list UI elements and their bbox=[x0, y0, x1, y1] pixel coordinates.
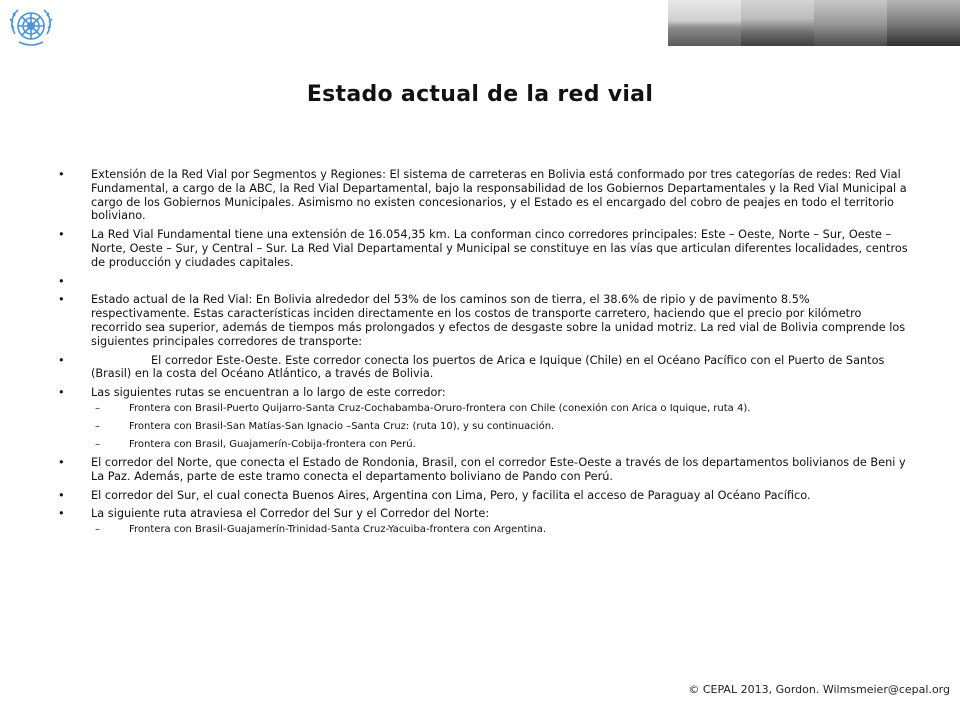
bullet-text: Extensión de la Red Vial por Segmentos y Regiones: El sistema de carreteras en Bolivia está conformado por tres categorías de redes: Red Vial Fundamental, a cargo de la ABC, la Red Vial Departamental, bajo la responsabilidad de los Gobiernos Departamentales y la Red Vial Municipal a cargo de los Gobiernos Municipales. Asimismo no existen concesionarios, y el Estado es el encargado del cobro de peajes en todo el territorio boliviano. bbox=[91, 168, 907, 223]
bullet-text: El corredor Este-Oeste. Este corredor conecta los puertos de Arica e Iquique (Chile) en el Océano Pacífico con el Puerto de Santos (Brasil) en la costa del Océano Atlántico, a través de Bolivia. bbox=[91, 353, 885, 381]
bullet-item bbox=[58, 507, 908, 536]
bullet-text: El corredor del Norte, que conecta el Estado de Rondonia, Brasil, con el corredor Este-Oeste a través de los departamentos bolivianos de Beni y La Paz. Además, parte de este tramo conecta el departamento boliviano de Pando con Perú. bbox=[91, 455, 906, 483]
bullet-icon: • bbox=[58, 293, 65, 307]
sub-item-text: Frontera con Brasil-San Matías-San Ignacio –Santa Cruz: (ruta 10), y su continuación. bbox=[129, 420, 555, 432]
port-photo-banner bbox=[668, 0, 960, 46]
sub-list-este-oeste bbox=[91, 402, 908, 451]
slide-content bbox=[58, 168, 908, 541]
sub-item-text: Frontera con Brasil-Puerto Quijarro-Santa Cruz-Cochabamba-Oruro-frontera con Chile (conexión con Arica o Iquique, ruta 4). bbox=[129, 402, 751, 414]
sub-item bbox=[85, 523, 908, 536]
dash-icon: – bbox=[95, 420, 100, 432]
bullet-item bbox=[58, 293, 908, 348]
bullet-icon: • bbox=[58, 386, 65, 400]
bullet-icon: • bbox=[58, 507, 65, 521]
bullet-text: El corredor del Sur, el cual conecta Buenos Aires, Argentina con Lima, Pero, y facilita el acceso de Paraguay al Océano Pacífico. bbox=[91, 488, 811, 502]
bullet-text: La Red Vial Fundamental tiene una extensión de 16.054,35 km. La conforman cinco corredores principales: Este – Oeste, Norte – Sur, Oeste – Norte, Oeste – Sur, y Central – Sur. La Red Vial Departamental y Municipal se constituye en las vías que articulan diferentes localidades, centros de producción y ciudades capitales. bbox=[91, 228, 908, 269]
bullet-icon: • bbox=[58, 353, 65, 367]
bullet-item bbox=[58, 489, 908, 503]
sub-item-text: Frontera con Brasil, Guajamerín-Cobija-frontera con Perú. bbox=[129, 438, 416, 450]
footer-credit: © CEPAL 2013, Gordon. Wilmsmeier@cepal.org bbox=[688, 683, 950, 696]
sub-list-sur-norte bbox=[91, 523, 908, 536]
dash-icon: – bbox=[95, 402, 100, 414]
banner-photo-2 bbox=[741, 0, 814, 46]
un-emblem-icon bbox=[6, 4, 56, 50]
bullet-text: Las siguientes rutas se encuentran a lo largo de este corredor: bbox=[91, 386, 446, 400]
slide-title: Estado actual de la red vial bbox=[306, 82, 654, 107]
sub-item bbox=[85, 420, 908, 433]
bullet-icon: • bbox=[58, 274, 65, 288]
bullet-icon: • bbox=[58, 455, 65, 469]
bullet-item bbox=[58, 386, 908, 451]
bullet-list bbox=[58, 168, 908, 536]
sub-item-text: Frontera con Brasil-Guajamerín-Trinidad-Santa Cruz-Yacuiba-frontera con Argentina. bbox=[129, 524, 546, 536]
sub-item bbox=[85, 402, 908, 415]
dash-icon: – bbox=[95, 438, 100, 450]
bullet-text: La siguiente ruta atraviesa el Corredor del Sur y el Corredor del Norte: bbox=[91, 507, 490, 521]
bullet-item bbox=[58, 456, 908, 484]
bullet-item bbox=[58, 354, 908, 382]
bullet-icon: • bbox=[58, 488, 65, 502]
bullet-item-empty bbox=[58, 275, 908, 289]
bullet-icon: • bbox=[58, 228, 65, 242]
banner-photo-4 bbox=[887, 0, 960, 46]
dash-icon: – bbox=[95, 524, 100, 536]
sub-item bbox=[85, 438, 908, 451]
banner-photo-1 bbox=[668, 0, 741, 46]
bullet-item bbox=[58, 168, 908, 223]
banner-photo-3 bbox=[814, 0, 887, 46]
bullet-icon: • bbox=[58, 168, 65, 181]
bullet-text: Estado actual de la Red Vial: En Bolivia alrededor del 53% de los caminos son de tierra, el 38.6% de ripio y de pavimento 8.5% respectivamente. Estas características inciden directamente en los costos de transporte carretero, haciendo que el precio por kilómetro recorrido sea superior, además de tiempos más prolongados y efectos de desgaste sobre la unidad motriz. La red vial de Bolivia comprende los siguientes principales corredores de transporte: bbox=[91, 293, 906, 348]
bullet-item bbox=[58, 228, 908, 269]
